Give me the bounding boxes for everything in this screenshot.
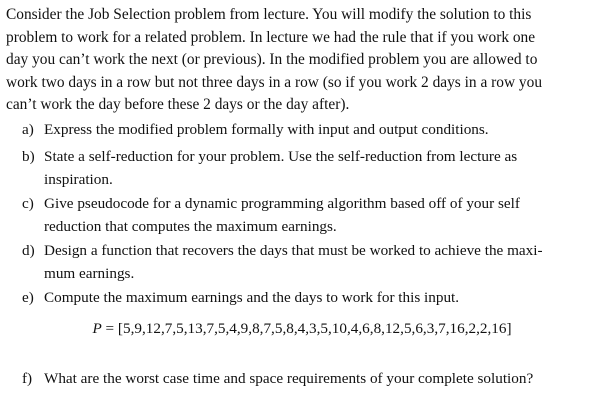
item-marker: d) [22,242,35,259]
item-marker: f) [22,370,33,387]
input-equation [0,318,604,340]
item-text [44,145,594,191]
intro-line: work two days in a row but not three days in a row (so if you work 2 days in a row you [6,73,543,91]
item-line: inspiration. [44,171,113,188]
problem-intro [6,4,594,117]
item-line: Design a function that recovers the days that must be worked to achieve the maxi- [44,242,543,259]
equation-equals: = [101,320,118,337]
intro-line: problem to work for a related problem. In lecture we had the rule that if you work one [6,28,536,46]
item-text [44,367,594,390]
equation-values: [5,9,12,7,5,13,7,5,4,9,8,7,5,8,4,3,5,10,4,6,8,12,5,6,3,7,16,2,2,16] [117,320,512,337]
intro-line: day you can’t work the next (or previous). In the modified problem you are allowed to [6,51,538,68]
intro-line: can’t work the day before these 2 days or the day after). [6,96,350,113]
item-marker: a) [22,121,34,138]
item-line: Give pseudocode for a dynamic programming algorithm based off of your self [44,195,520,212]
item-text [44,286,594,309]
item-text [44,192,594,238]
item-marker: b) [22,148,35,165]
item-marker: e) [22,289,34,306]
equation-variable: P [92,320,102,337]
item-line: reduction that computes the maximum earnings. [44,218,337,235]
item-text [44,118,594,141]
item-marker: c) [22,195,34,212]
intro-line: Consider the Job Selection problem from lecture. You will modify the solution to this [6,6,532,23]
item-text [44,239,594,285]
item-line: State a self-reduction for your problem. Use the self-reduction from lecture as [44,148,518,165]
item-line: What are the worst case time and space requirements of your complete solution? [44,370,534,387]
item-line: mum earnings. [44,265,135,282]
item-line: Compute the maximum earnings and the days to work for this input. [44,289,460,306]
item-line: Express the modified problem formally with input and output conditions. [44,121,489,138]
